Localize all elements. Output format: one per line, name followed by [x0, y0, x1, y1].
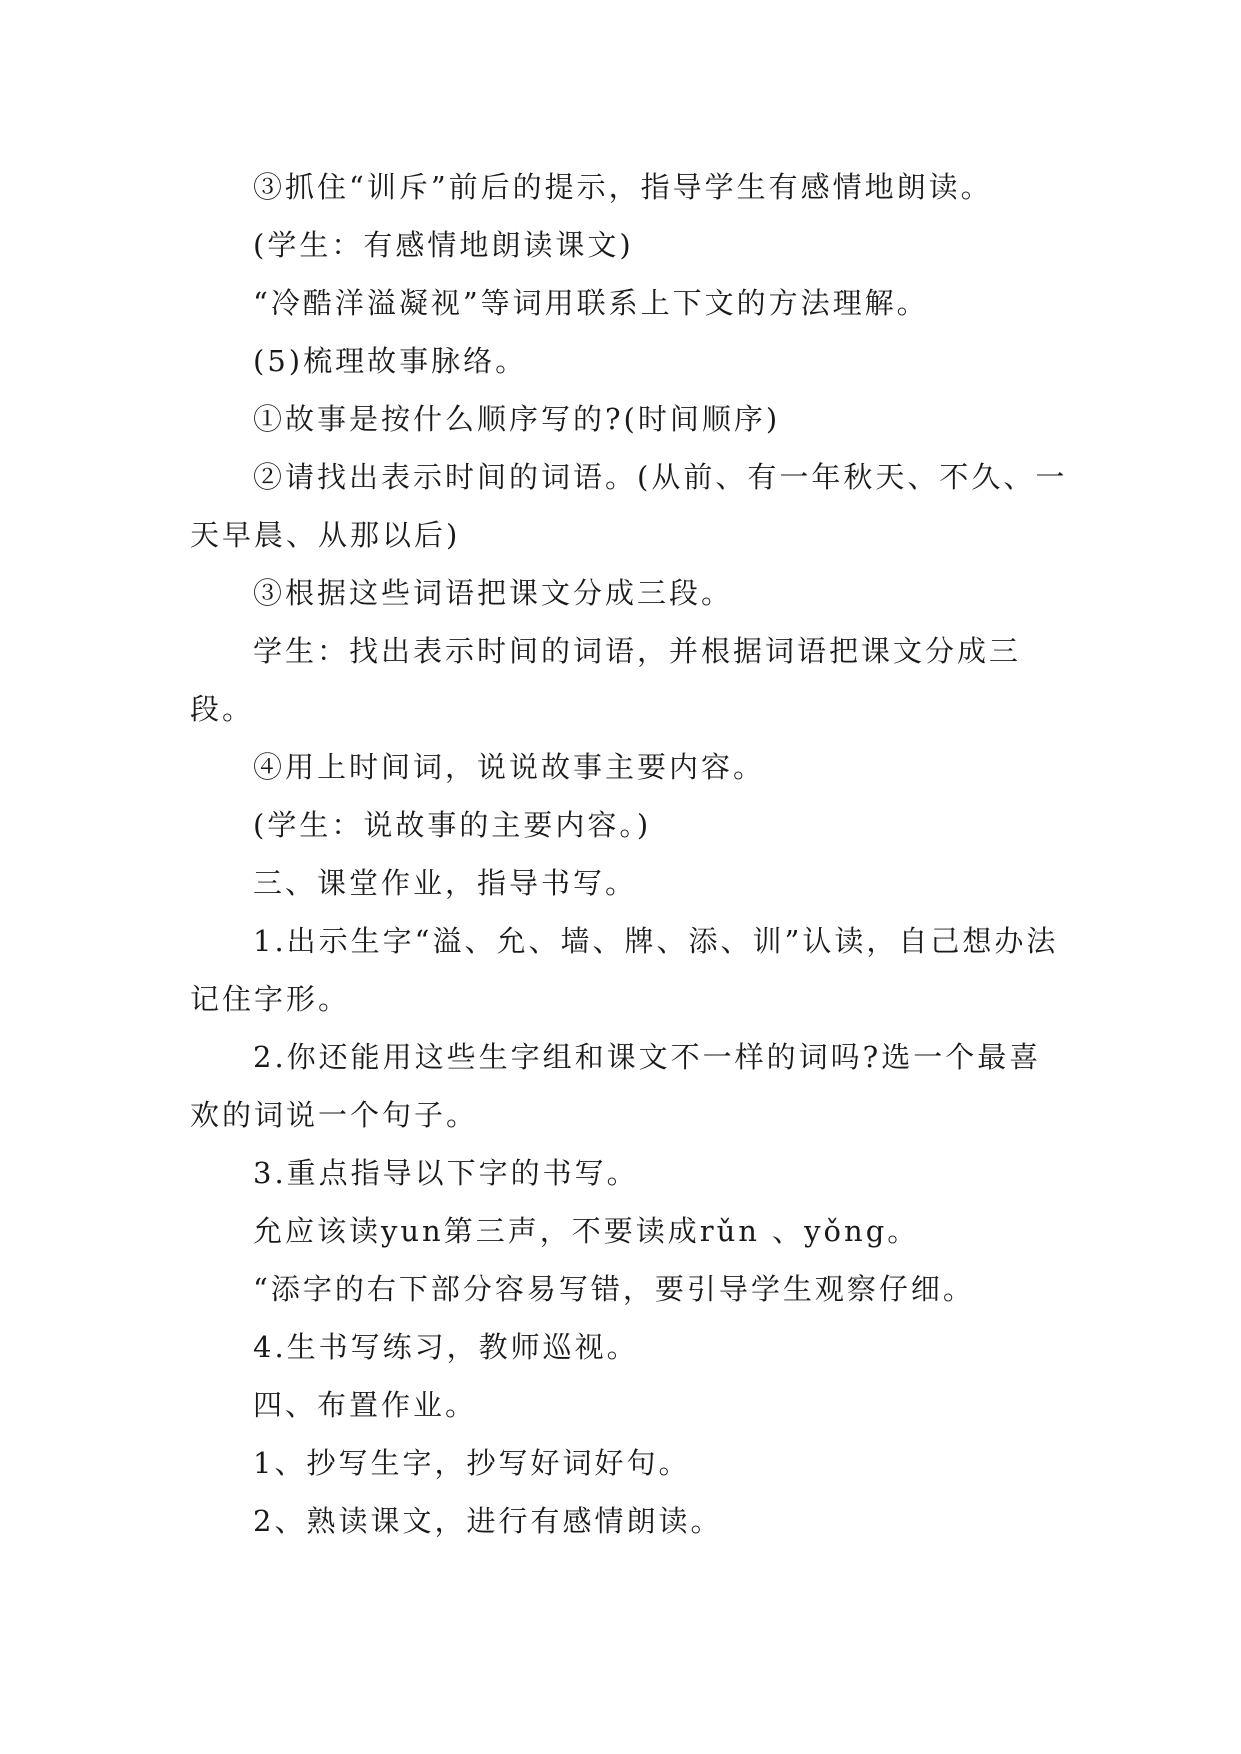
paragraph: “添字的右下部分容易写错，要引导学生观察仔细。 — [253, 1272, 975, 1306]
paragraph: ②请找出表示时间的词语。(从前、有一年秋天、不久、一天早晨、从那以后) — [190, 460, 1068, 552]
paragraph: ③根据这些词语把课文分成三段。 — [253, 576, 734, 610]
body-text — [190, 158, 1070, 1550]
paragraph: 三、课堂作业，指导书写。 — [253, 866, 638, 900]
paragraph: (5)梳理故事脉络。 — [253, 344, 528, 378]
paragraph: 4.生书写练习，教师巡视。 — [253, 1330, 639, 1364]
paragraph: 2、熟读课文，进行有感情朗读。 — [253, 1504, 723, 1538]
paragraph: 学生：找出表示时间的词语，并根据词语把课文分成三段。 — [190, 634, 1022, 726]
paragraph: (学生：有感情地朗读课文) — [253, 228, 634, 262]
paragraph: 2.你还能用这些生字组和课文不一样的词吗?选一个最喜欢的词说一个句子。 — [190, 1040, 1042, 1132]
paragraph: (学生：说故事的主要内容。) — [253, 808, 652, 842]
paragraph: 1、抄写生字，抄写好词好句。 — [253, 1446, 691, 1480]
paragraph: ④用上时间词，说说故事主要内容。 — [253, 750, 766, 784]
paragraph: ①故事是按什么顺序写的?(时间顺序) — [253, 402, 781, 436]
paragraph: “冷酷洋溢凝视”等词用联系上下文的方法理解。 — [253, 286, 929, 320]
paragraph: ③抓住“训斥”前后的提示，指导学生有感情地朗读。 — [253, 170, 993, 204]
paragraph: 四、布置作业。 — [253, 1388, 478, 1422]
paragraph: 允应该读yun第三声，不要读成rǔn 、yǒng。 — [253, 1214, 920, 1248]
paragraph: 3.重点指导以下字的书写。 — [253, 1156, 639, 1190]
paragraph: 1.出示生字“溢、允、墙、牌、添、训”认读，自己想办法记住字形。 — [190, 924, 1059, 1016]
